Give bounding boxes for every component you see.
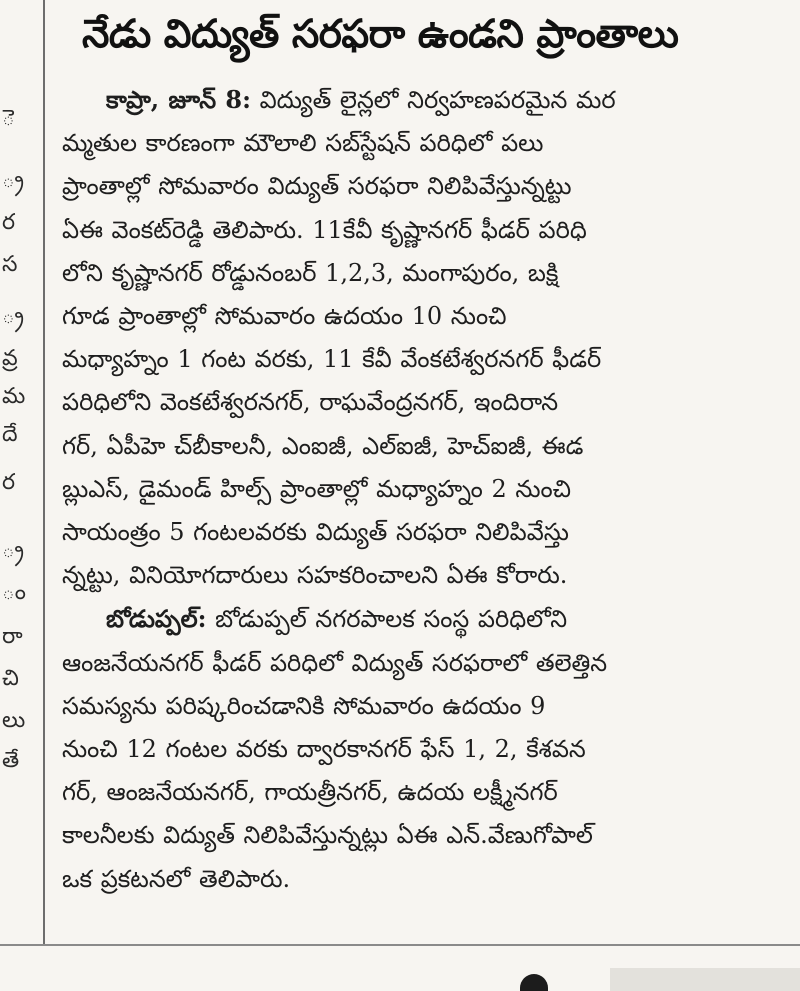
left-column-glyph: ర [2, 210, 16, 235]
left-column-glyph: లు [2, 708, 26, 733]
news-article [62, 8, 792, 901]
left-column-glyph: ె [2, 106, 15, 131]
adjacent-column-fragment [0, 0, 42, 945]
article-line: ప్రాంతాల్లో సోమవారం విద్యుత్‌ సరఫరా నిలిపివేస్తున్నట్టు [62, 172, 572, 201]
left-column-glyph: తే [2, 748, 20, 773]
next-article-fragment [0, 946, 800, 991]
article-line: ఏఈ వెంకట్‌రెడ్డి తెలిపారు. 11కేవీ కృష్ణానగర్‌ ఫీడర్‌ పరిధి [62, 215, 587, 244]
left-column-glyph: వ్ర [2, 346, 18, 371]
cropped-image-fragment [610, 968, 800, 991]
left-column-glyph: రా [2, 624, 23, 649]
paragraph-kapra [62, 78, 792, 597]
left-column-glyph: ం [2, 580, 26, 605]
article-body [62, 78, 792, 901]
article-line: సాయంత్రం 5 గంటలవరకు విద్యుత్‌ సరఫరా నిలిపివేస్తు [62, 518, 569, 547]
left-column-glyph: ్ర [2, 304, 24, 329]
left-column-glyph: చి [2, 666, 19, 691]
article-line: పరిధిలోని వెంకటేశ్వరనగర్‌, రాఘవేంద్రనగర్‌, ఇందిరాన [62, 388, 559, 417]
left-column-glyph: ్ర [2, 168, 24, 193]
article-line: ఆంజనేయనగర్‌ ఫీడర్‌ పరిధిలో విద్యుత్‌ సరఫరాలో తలెత్తిన [62, 648, 608, 677]
article-headline: నేడు విద్యుత్‌ సరఫరా ఉండని ప్రాంతాలు [82, 12, 679, 57]
article-line: మ్మతుల కారణంగా మౌలాలి సబ్‌స్టేషన్‌ పరిధిలో పలు [62, 129, 544, 158]
article-line: సమస్యను పరిష్కరించడానికి సోమవారం ఉదయం 9 [62, 691, 546, 720]
dateline-kapra: కాప్రా, జూన్‌ 8: [106, 85, 251, 114]
article-line: గర్‌, ఏపీహె చ్‌బీకాలనీ, ఎంఐజీ, ఎల్‌ఐజీ, హెచ్‌ఐజీ, ఈడ [62, 431, 584, 460]
left-column-glyph: స [2, 252, 18, 277]
article-line: న్నట్టు, వినియోగదారులు సహకరించాలని ఏఈ కోరారు. [62, 561, 568, 590]
left-column-glyph: దే [2, 422, 18, 447]
left-column-glyph: ్ర [2, 538, 24, 563]
left-column-glyph: మ [2, 384, 26, 409]
article-line: బ్లుఎస్‌, డైమండ్‌ హిల్స్‌ ప్రాంతాల్లో మధ్యాహ్నం 2 నుంచి [62, 474, 572, 503]
article-line: లోని కృష్ణానగర్‌ రోడ్డునంబర్‌ 1,2,3, మంగాపురం, బక్షి [62, 258, 559, 287]
article-line: ఒక ప్రకటనలో తెలిపారు. [62, 864, 291, 893]
column-divider [43, 0, 45, 945]
article-line: బోడుప్పల్‌: బోడుప్పల్‌ నగరపాలక సంస్థ పరిధిలోని [106, 604, 568, 634]
paragraph-boduppal [62, 597, 792, 900]
article-line: కాప్రా, జూన్‌ 8: విద్యుత్‌ లైన్లలో నిర్వహణపరమైన మర [106, 85, 616, 114]
article-line: గూడ ప్రాంతాల్లో సోమవారం ఉదయం 10 నుంచి [62, 302, 507, 331]
dateline-boduppal: బోడుప్పల్‌: [106, 604, 207, 634]
article-line: గర్‌, ఆంజనేయనగర్‌, గాయత్రీనగర్‌, ఉదయ లక్ష్మీనగర్‌ [62, 778, 558, 807]
left-column-glyph: ర [2, 470, 16, 495]
article-line: కాలనీలకు విద్యుత్‌ నిలిపివేస్తున్నట్లు ఏఈ ఎన్‌.వేణుగోపాల్‌ [62, 821, 593, 850]
article-line: నుంచి 12 గంటల వరకు ద్వారకానగర్‌ ఫేస్‌ 1, 2, కేశవన [62, 735, 586, 764]
cropped-graphic-fragment [520, 974, 548, 991]
article-line: మధ్యాహ్నం 1 గంట వరకు, 11 కేవీ వేంకటేశ్వరనగర్‌ ఫీడర్‌ [62, 345, 602, 374]
